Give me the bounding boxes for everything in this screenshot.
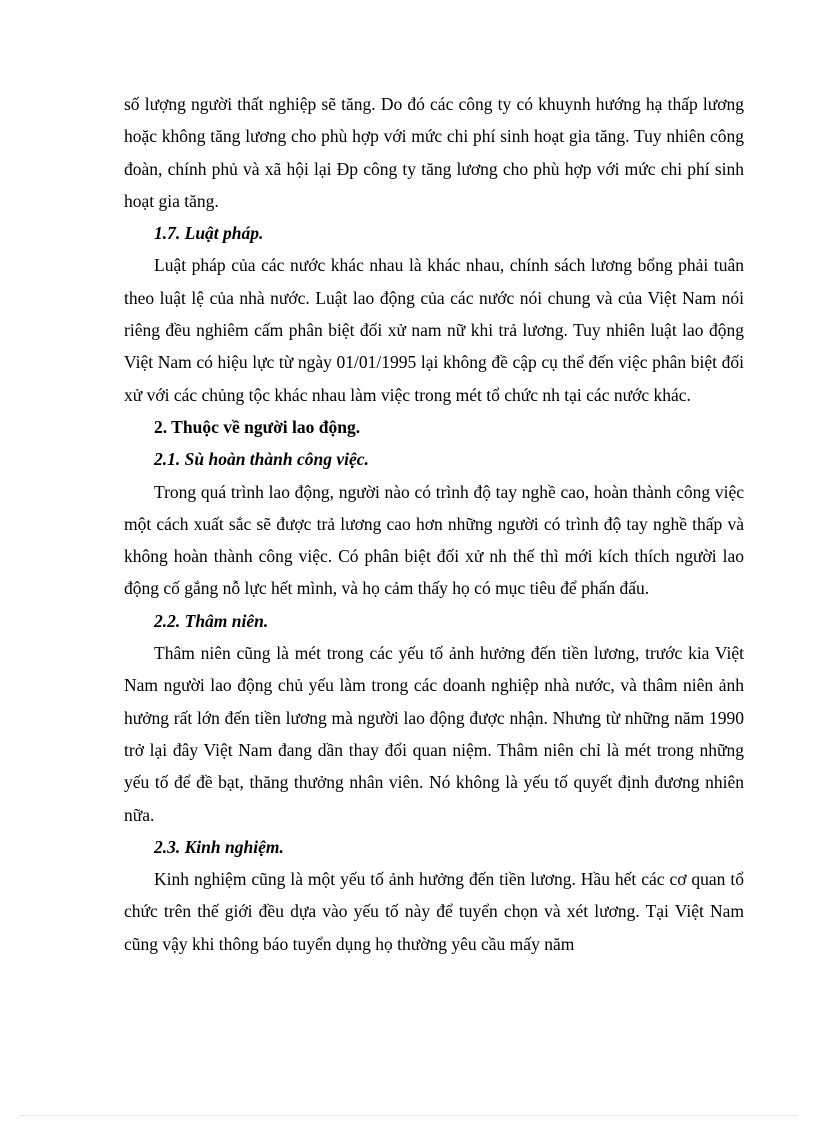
paragraph-performance: Trong quá trình lao động, người nào có trình độ tay nghề cao, hoàn thành công việc một cách xuất sắc sẽ được trả lương cao hơn những người có trình độ tay nghề thấp và không hoàn thành công việc. Có phân biệt đối xử nh thế thì mới kích thích người lao động cố gắng nỗ lực hết mình, và họ cảm thấy họ có mục tiêu để phấn đấu. — [124, 481, 744, 599]
paragraph-intro: số lượng người thất nghiệp sẽ tăng. Do đó các công ty có khuynh hướng hạ thấp lương hoặc không tăng lương cho phù hợp với mức chi phí sinh hoạt gia tăng. Tuy nhiên công đoàn, chính phủ và xã hội lại Đp công ty tăng lương cho phù hợp với mức chi phí sinh hoạt gia tăng. — [124, 94, 744, 211]
paragraph-experience: Kinh nghiệm cũng là một yếu tố ảnh hưởng đến tiền lương. Hầu hết các cơ quan tổ chức trên thế giới đều dựa vào yếu tố này để tuyển chọn và xét lương. Tại Việt Nam cũng vậy khi thông báo tuyển dụng họ thường yêu cầu mấy năm — [124, 869, 744, 954]
heading-2-2-seniority: 2.2. Thâm niên. — [154, 610, 269, 631]
page-bottom-rule — [20, 1115, 796, 1116]
heading-2-worker: 2. Thuộc về người lao động. — [154, 416, 361, 437]
heading-2-1-performance: 2.1. Sù hoàn thành công việc. — [154, 449, 369, 470]
heading-2-3-experience: 2.3. Kinh nghiệm. — [154, 836, 284, 857]
heading-1-7-law: 1.7. Luật pháp. — [154, 223, 264, 244]
paragraph-law: Luật pháp của các nước khác nhau là khác nhau, chính sách lương bổng phải tuân theo luật lệ của nhà nước. Luật lao động của các nước nói chung và của Việt Nam nói riêng đều nghiêm cấm phân biệt đối xử nam nữ khi trả lương. Tuy nhiên luật lao động Việt Nam có hiệu lực từ ngày 01/01/1995 lại không đề cập cụ thể đến việc phân biệt đối xử với các chủng tộc khác nhau làm việc trong mét tổ chức nh tại các nước khác. — [124, 255, 744, 405]
paragraph-seniority: Thâm niên cũng là mét trong các yếu tố ảnh hưởng đến tiền lương, trước kia Việt Nam người lao động chủ yếu làm trong các doanh nghiệp nhà nước, và thâm niên ảnh hưởng rất lớn đến tiền lương mà người lao động được nhận. Nhưng từ những năm 1990 trở lại đây Việt Nam đang dần thay đổi quan niệm. Thâm niên chỉ là mét trong những yếu tố để đề bạt, thăng thưởng nhân viên. Nó không là yếu tố quyết định đương nhiên nữa. — [124, 643, 744, 825]
document-body — [124, 88, 744, 960]
